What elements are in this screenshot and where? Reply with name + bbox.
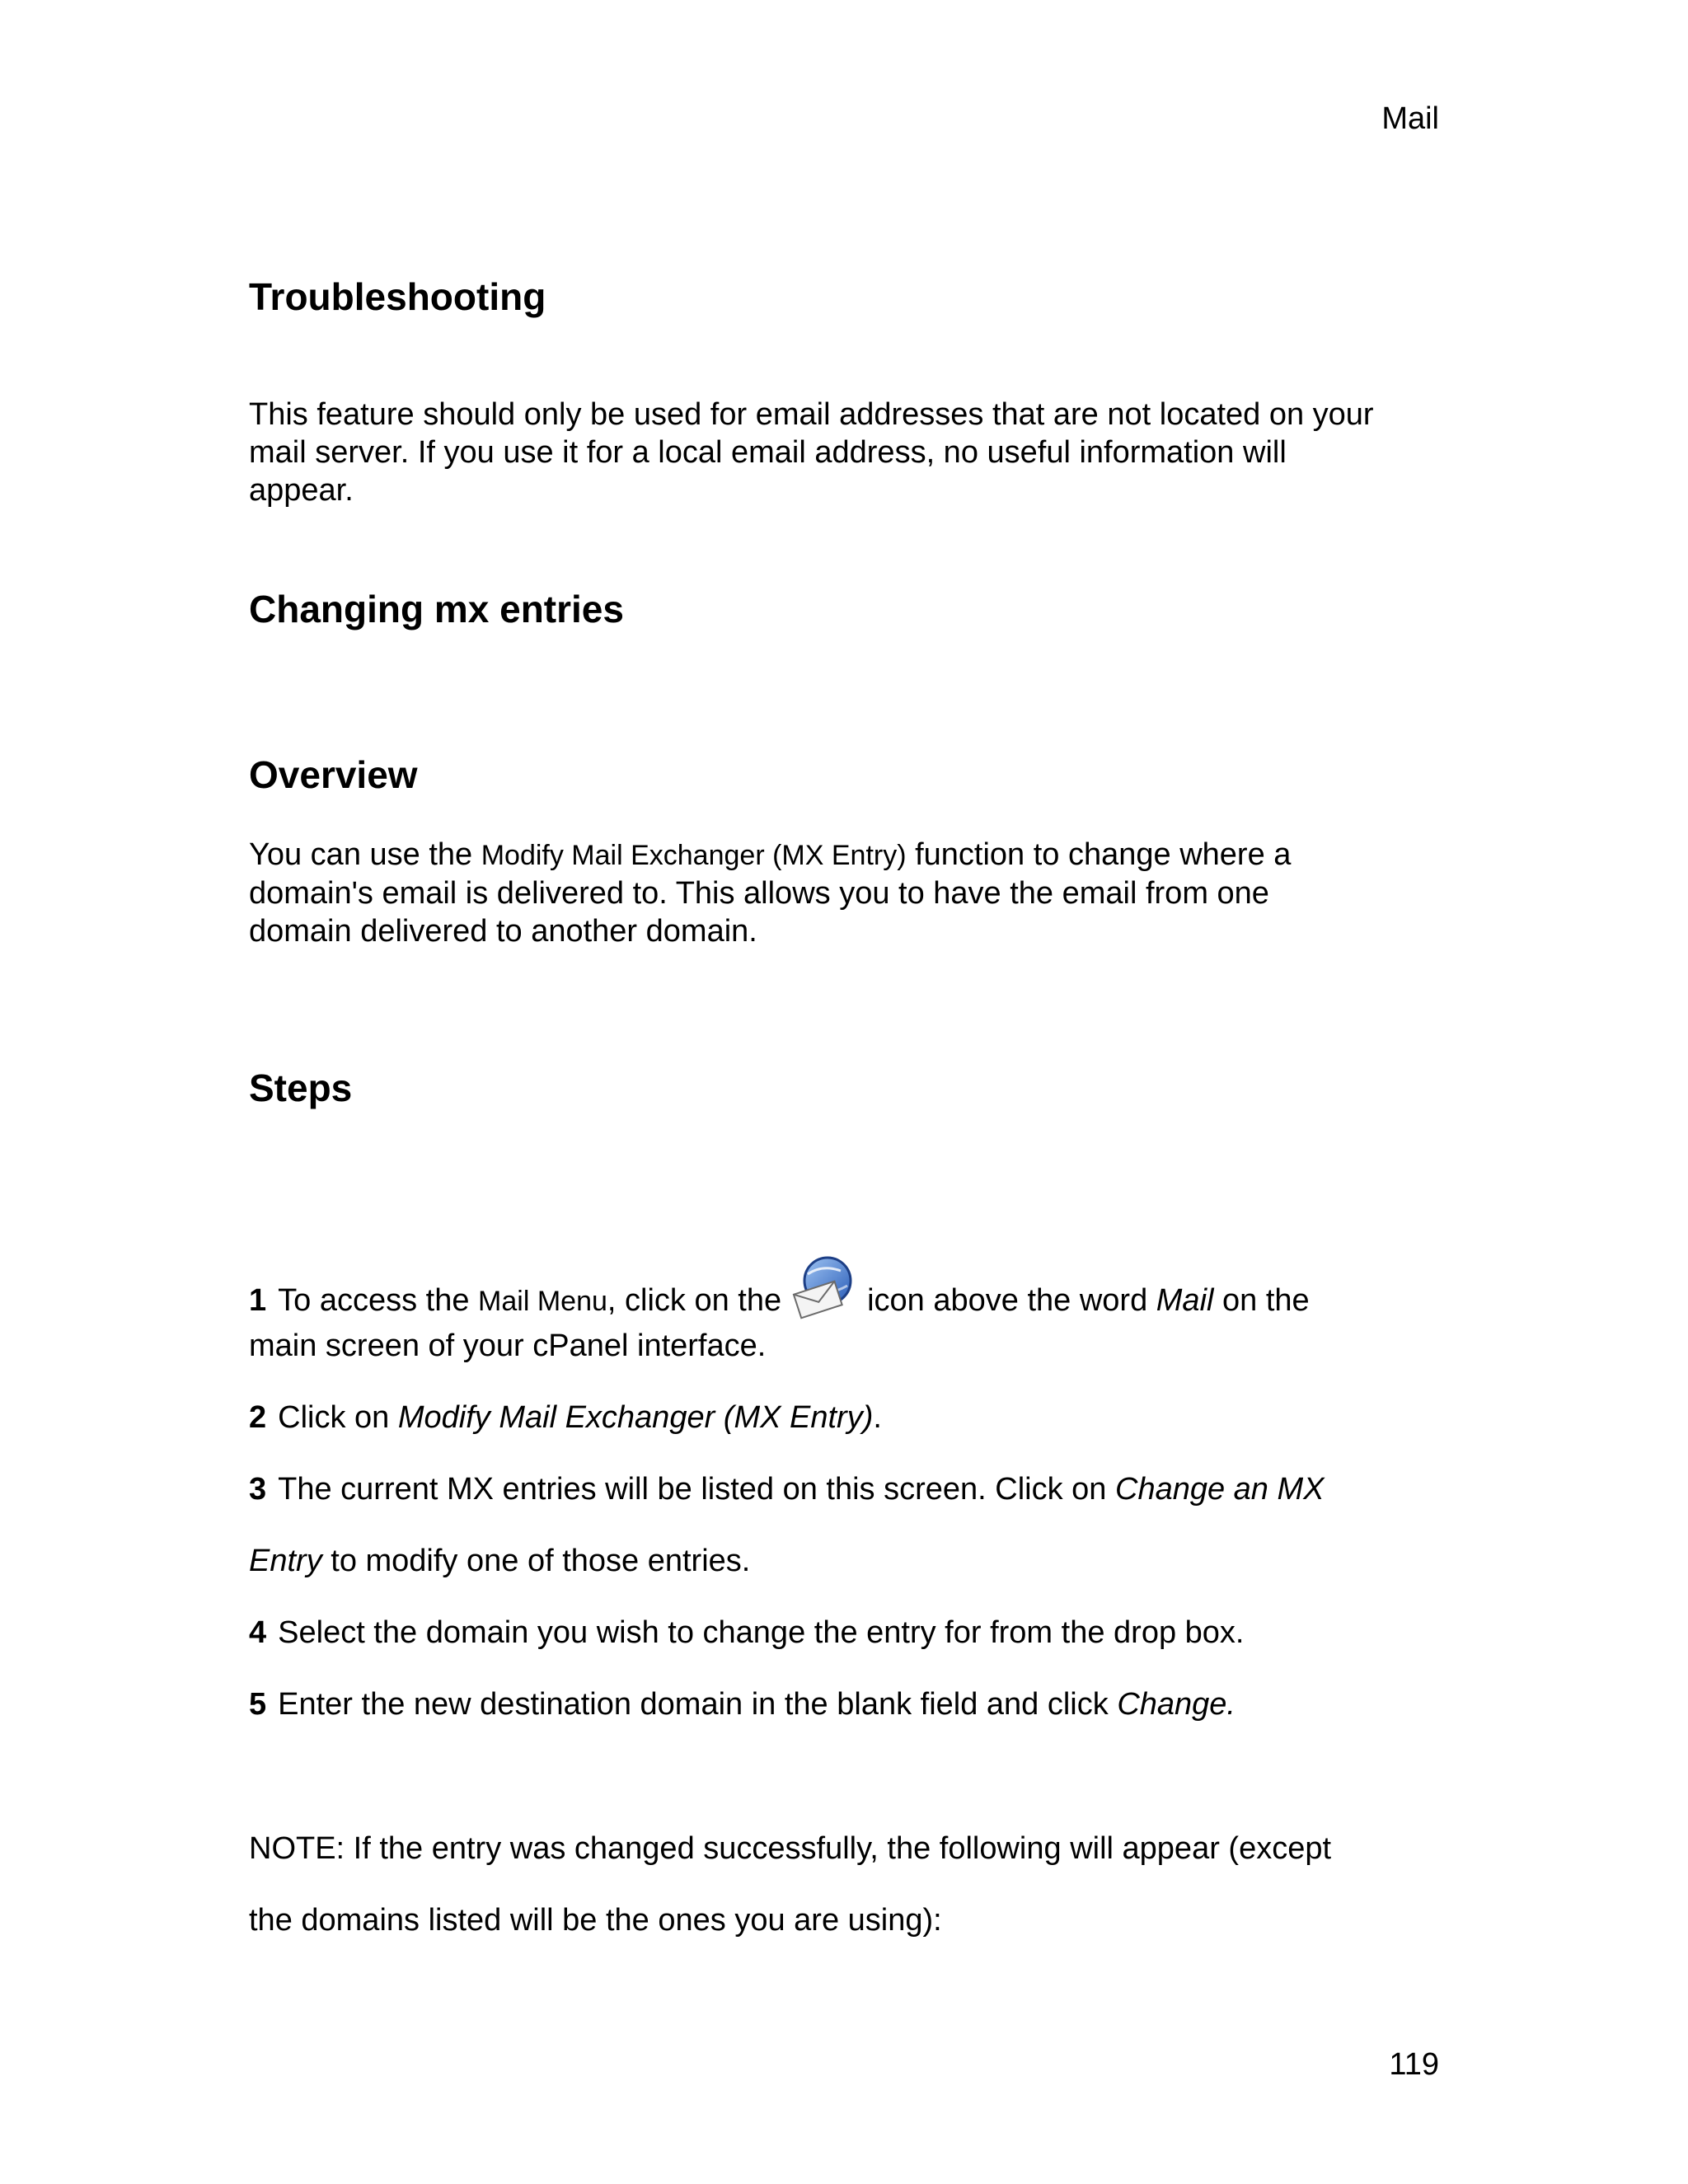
troubleshooting-line: This feature should only be used for email addresses that are not located on your: [249, 397, 1374, 432]
step-number: 3: [249, 1472, 267, 1507]
mail-icon: [790, 1253, 859, 1322]
step-4: [249, 1611, 1244, 1654]
step-text: icon above the word: [867, 1283, 1156, 1318]
overview-line-1: [249, 836, 1452, 874]
overview-line-2: domain's email is delivered to. This allows you to have the email from one: [249, 876, 1269, 911]
step-5: [249, 1683, 1236, 1726]
step-number: 1: [249, 1283, 267, 1318]
step-text: The current MX entries will be listed on this screen. Click on: [278, 1472, 1115, 1507]
overview-line-3: domain delivered to another domain.: [249, 914, 757, 949]
page-number: 119: [1389, 2047, 1439, 2082]
step-text: on the: [1213, 1283, 1310, 1318]
note-line-1: NOTE: If the entry was changed successfully, the following will appear (except: [249, 1831, 1332, 1866]
overview-heading: Overview: [249, 753, 418, 796]
step-text: , click on the: [607, 1283, 782, 1318]
mail-word: Mail: [1156, 1283, 1214, 1318]
step-number: 2: [249, 1400, 267, 1435]
overview-paragraph: [249, 836, 1452, 950]
modify-mx-link-text: Modify Mail Exchanger (MX Entry): [397, 1400, 874, 1435]
overview-text: You can use the: [249, 837, 481, 872]
changing-mx-heading: Changing mx entries: [249, 588, 624, 630]
step-number: 4: [249, 1615, 267, 1650]
troubleshooting-heading: Troubleshooting: [249, 275, 546, 318]
step-2: [249, 1396, 882, 1439]
troubleshooting-line: mail server. If you use it for a local email address, no useful information will: [249, 435, 1287, 470]
step-text: Click on: [278, 1400, 398, 1435]
menu-name: Mail Menu: [478, 1286, 607, 1317]
step-3: [249, 1468, 1325, 1511]
step-text: To access the: [278, 1283, 479, 1318]
running-header: Mail: [1381, 101, 1439, 136]
troubleshooting-line: appear.: [249, 473, 354, 508]
step-text: .: [873, 1400, 882, 1435]
feature-name: Modify Mail Exchanger (MX Entry): [481, 840, 907, 871]
change-mx-link-text: Change an MX: [1115, 1472, 1325, 1507]
step-1-continued: main screen of your cPanel interface.: [249, 1329, 767, 1363]
step-number: 5: [249, 1687, 267, 1722]
change-mx-link-text: Entry: [249, 1544, 322, 1578]
change-button-text: Change.: [1117, 1687, 1236, 1722]
steps-heading: Steps: [249, 1066, 353, 1109]
note-line-2: the domains listed will be the ones you are using):: [249, 1903, 942, 1938]
step-text: to modify one of those entries.: [321, 1544, 751, 1578]
step-text: Select the domain you wish to change the entry for from the drop box.: [278, 1615, 1245, 1650]
step-3-continued: [249, 1540, 750, 1582]
overview-text: function to change where a: [906, 837, 1292, 872]
step-text: Enter the new destination domain in the blank field and click: [278, 1687, 1118, 1722]
troubleshooting-paragraph: [249, 396, 1452, 509]
step-1: [249, 1253, 1310, 1323]
